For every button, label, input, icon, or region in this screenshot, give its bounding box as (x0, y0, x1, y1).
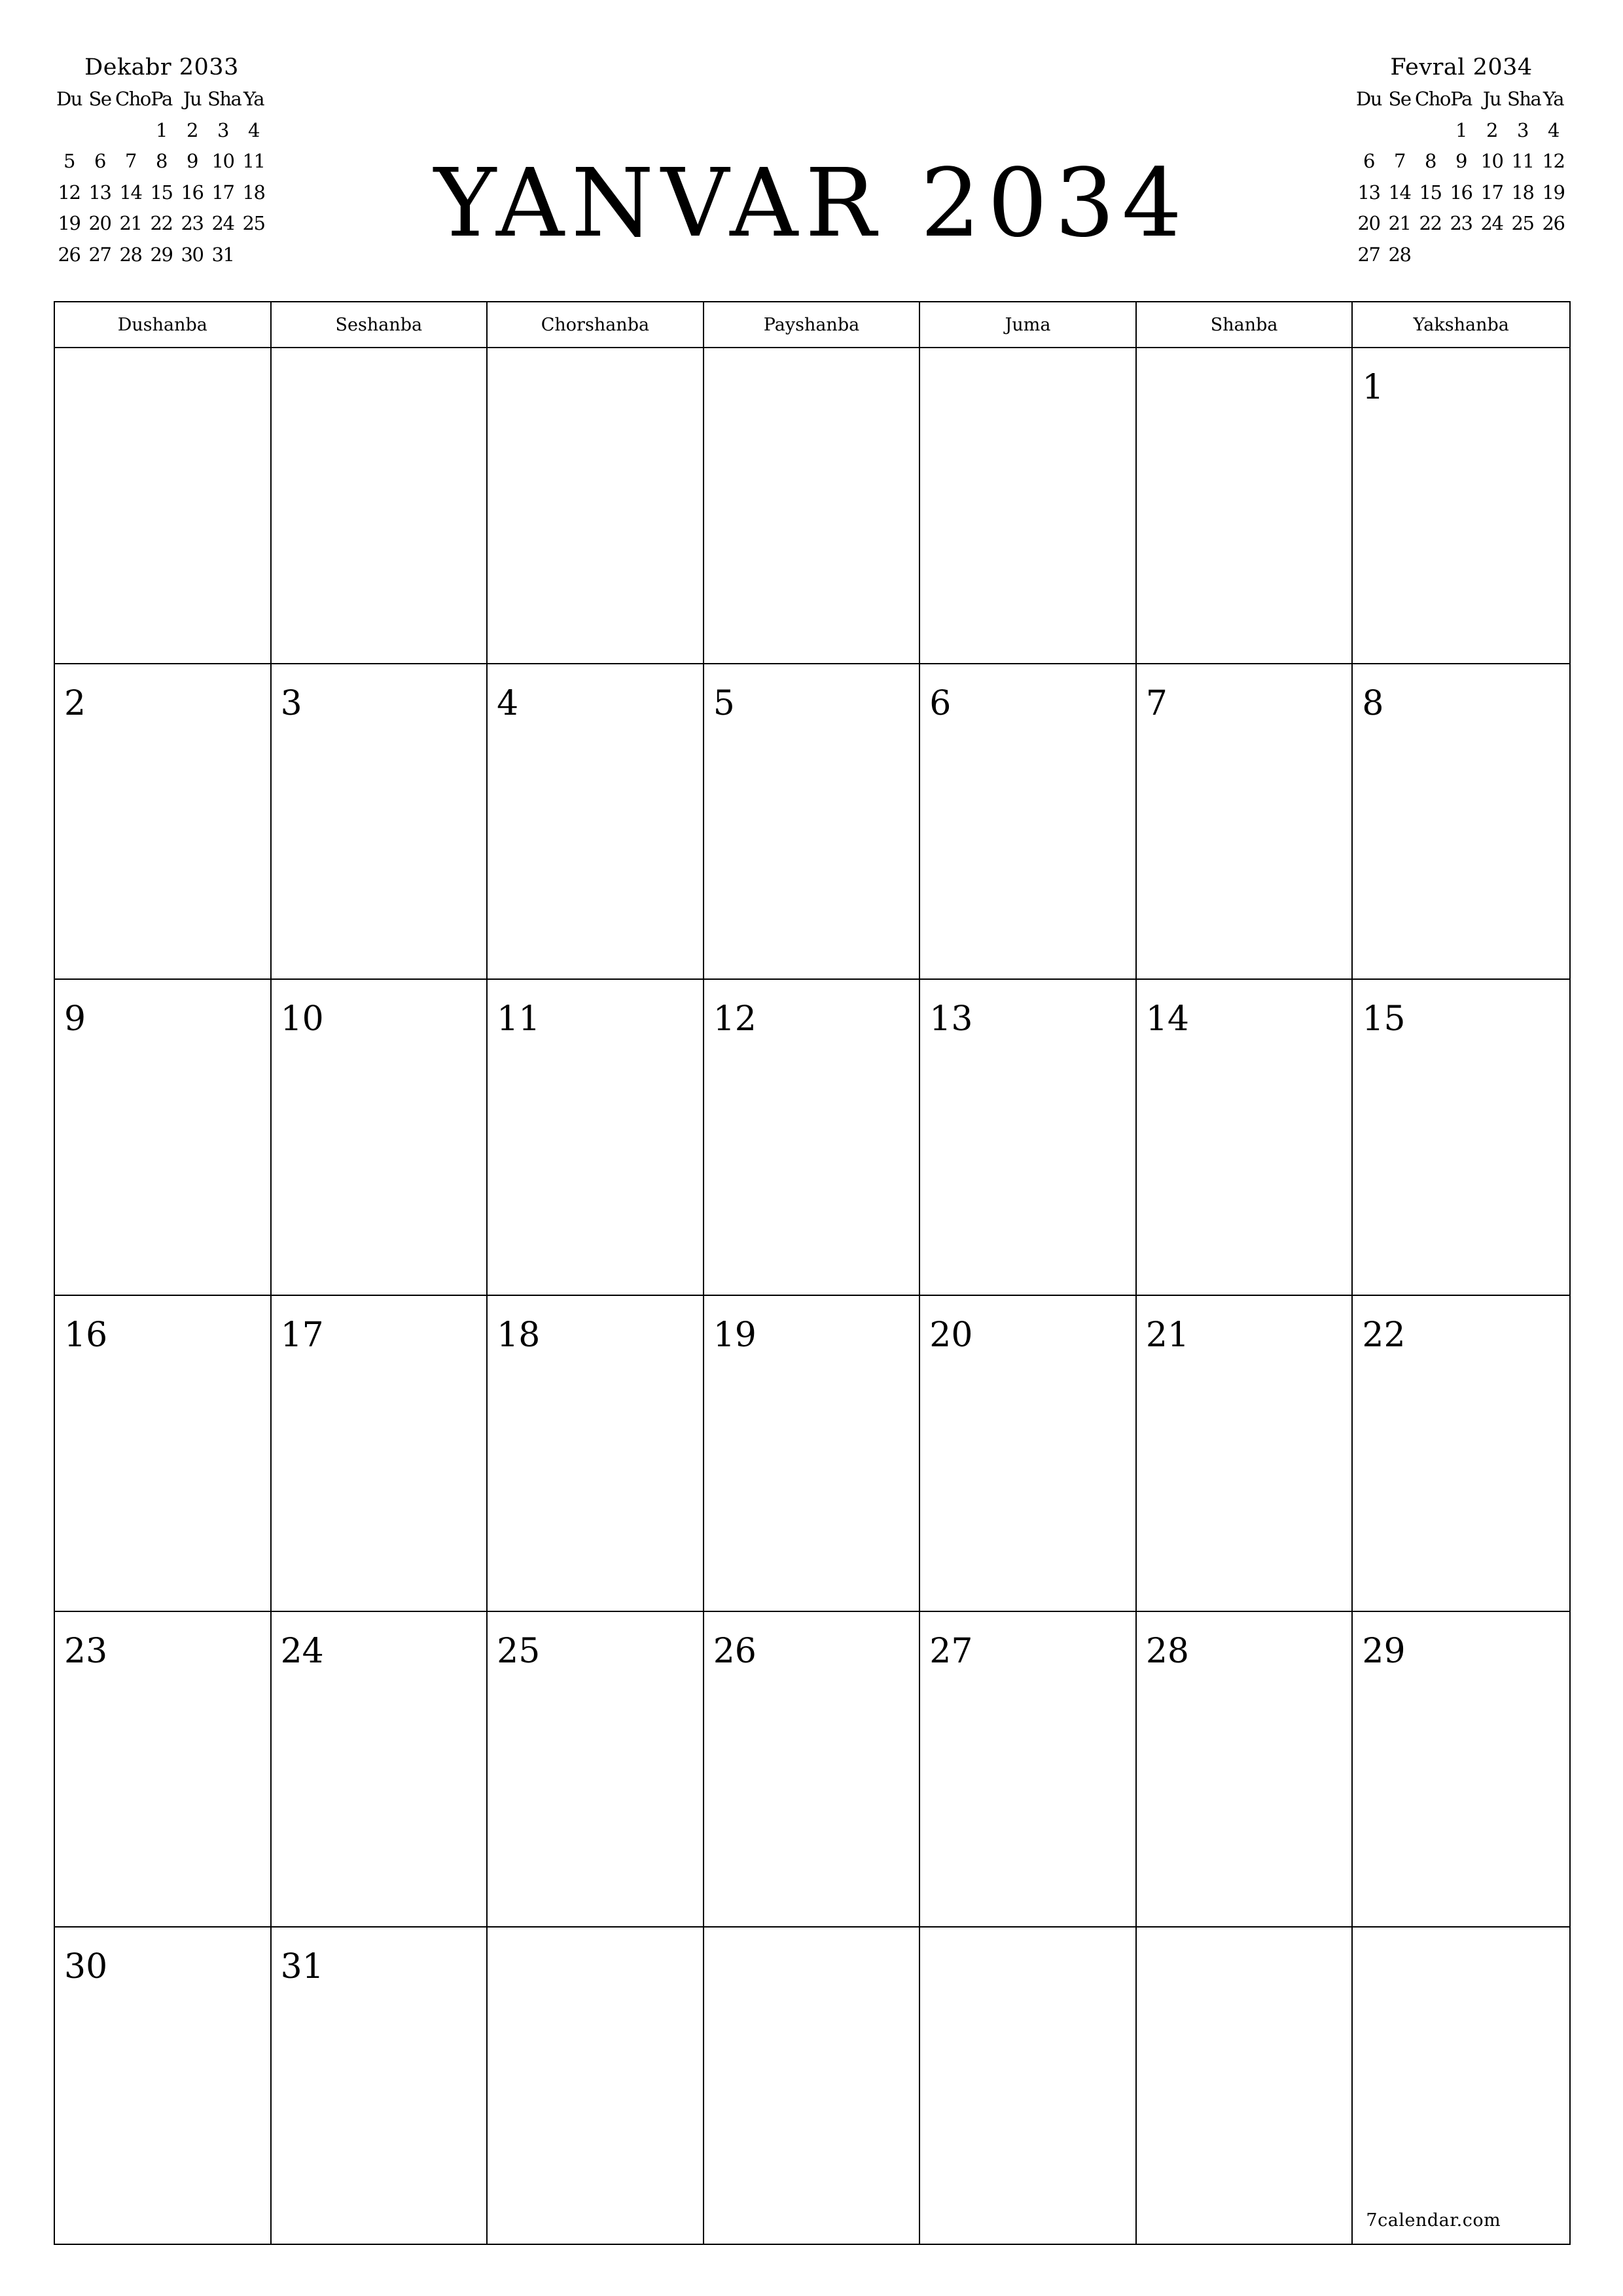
day-cell (1353, 348, 1569, 664)
mini-calendar-title: Dekabr 2033 (84, 54, 239, 81)
mini-weekday-label: Du (56, 88, 82, 110)
day-cell (1137, 980, 1353, 1296)
day-number: 4 (497, 683, 519, 723)
mini-day: 20 (88, 212, 111, 234)
mini-day: 8 (156, 150, 167, 172)
mini-day: 28 (119, 243, 142, 266)
mini-day (1384, 115, 1415, 147)
mini-day: 2 (1486, 118, 1497, 141)
day-number: 31 (280, 1947, 324, 1987)
day-cell (1353, 1296, 1569, 1612)
day-cell (272, 1612, 488, 1928)
day-cell (1353, 980, 1569, 1296)
day-number: 27 (929, 1631, 973, 1671)
mini-weekday-label: Se (88, 88, 111, 110)
mini-weekday-label: Ya (243, 88, 264, 110)
day-cell (488, 664, 704, 980)
weekday-header: Shanba (1137, 302, 1353, 348)
weekday-header: Juma (920, 302, 1137, 348)
mini-day: 10 (1480, 150, 1503, 172)
mini-day: 7 (1394, 150, 1405, 172)
mini-day (1446, 240, 1476, 271)
day-cell (1137, 1612, 1353, 1928)
mini-day: 15 (1419, 181, 1442, 204)
day-cell (704, 664, 921, 980)
mini-day: 7 (125, 150, 136, 172)
day-cell (704, 348, 921, 664)
day-cell (1137, 348, 1353, 664)
weekday-header: Dushanba (55, 302, 272, 348)
day-number: 17 (280, 1315, 324, 1355)
day-number: 23 (64, 1631, 108, 1671)
mini-calendar-next-month (1353, 51, 1569, 270)
mini-day: 16 (181, 181, 204, 204)
day-number: 11 (497, 999, 541, 1039)
day-number: 3 (280, 683, 302, 723)
day-cell (488, 348, 704, 664)
day-number: 7 (1145, 683, 1168, 723)
day-cell (1137, 664, 1353, 980)
mini-day: 19 (1542, 181, 1565, 204)
day-number: 2 (64, 683, 86, 723)
mini-weekday-label: Cho (115, 88, 151, 110)
mini-day: 13 (1357, 181, 1380, 204)
mini-day: 27 (88, 243, 111, 266)
mini-day: 1 (156, 118, 167, 141)
mini-day: 24 (211, 212, 234, 234)
mini-day: 21 (1388, 212, 1411, 234)
mini-day: 23 (1450, 212, 1472, 234)
day-cell (488, 1612, 704, 1928)
day-cell (55, 1928, 272, 2244)
mini-weekday-label: Sha (207, 88, 241, 110)
mini-weekday-label: Pa (151, 88, 172, 110)
day-cell (1353, 1928, 1569, 2244)
mini-day: 3 (217, 118, 228, 141)
day-cell (488, 1928, 704, 2244)
mini-day: 11 (242, 150, 265, 172)
mini-weekday-label: Cho (1415, 88, 1450, 110)
day-cell (704, 1612, 921, 1928)
day-cell (1353, 664, 1569, 980)
mini-day: 17 (1480, 181, 1503, 204)
day-cell (920, 980, 1137, 1296)
mini-day: 27 (1357, 243, 1380, 266)
mini-day: 23 (181, 212, 204, 234)
mini-day: 4 (248, 118, 259, 141)
day-number: 18 (497, 1315, 541, 1355)
credit-text: 7calendar.com (1366, 2210, 1501, 2231)
day-number: 15 (1362, 999, 1406, 1039)
mini-day (1476, 240, 1507, 271)
day-cell (272, 348, 488, 664)
mini-day: 25 (242, 212, 265, 234)
day-cell (55, 980, 272, 1296)
mini-day: 24 (1480, 212, 1503, 234)
mini-day: 22 (150, 212, 173, 234)
day-number: 13 (929, 999, 973, 1039)
day-number: 6 (929, 683, 952, 723)
mini-weekday-label: Se (1388, 88, 1411, 110)
day-number: 30 (64, 1947, 108, 1987)
mini-day: 1 (1455, 118, 1467, 141)
day-cell (488, 980, 704, 1296)
mini-weekday-label: Pa (1450, 88, 1472, 110)
mini-day (115, 115, 146, 147)
day-cell (920, 664, 1137, 980)
weekday-header: Yakshanba (1353, 302, 1569, 348)
mini-day: 21 (119, 212, 142, 234)
mini-day: 30 (181, 243, 204, 266)
day-cell (55, 664, 272, 980)
mini-day: 11 (1511, 150, 1534, 172)
mini-day: 13 (88, 181, 111, 204)
day-cell (55, 348, 272, 664)
weekday-header: Seshanba (272, 302, 488, 348)
mini-day: 18 (1511, 181, 1534, 204)
mini-day: 29 (150, 243, 173, 266)
mini-day: 20 (1357, 212, 1380, 234)
mini-day: 6 (94, 150, 105, 172)
month-grid (54, 301, 1571, 2245)
mini-day: 3 (1517, 118, 1528, 141)
day-number: 9 (64, 999, 86, 1039)
mini-day (1415, 240, 1446, 271)
page-title: YANVAR 2034 (434, 148, 1189, 258)
weekday-header: Payshanba (704, 302, 921, 348)
day-cell (704, 980, 921, 1296)
day-number: 5 (713, 683, 735, 723)
day-number: 1 (1362, 368, 1384, 407)
mini-day: 10 (211, 150, 234, 172)
mini-day: 12 (58, 181, 80, 204)
day-cell (920, 348, 1137, 664)
mini-weekday-label: Du (1356, 88, 1382, 110)
mini-day: 4 (1548, 118, 1559, 141)
day-cell (55, 1612, 272, 1928)
day-number: 29 (1362, 1631, 1406, 1671)
mini-day (84, 115, 115, 147)
mini-weekday-label: Ya (1543, 88, 1564, 110)
mini-weekday-label: Sha (1507, 88, 1541, 110)
day-number: 28 (1145, 1631, 1190, 1671)
mini-day: 9 (1455, 150, 1467, 172)
mini-calendar-title: Fevral 2034 (1390, 54, 1533, 81)
mini-day (1415, 115, 1446, 147)
mini-day (1353, 115, 1384, 147)
day-cell (920, 1296, 1137, 1612)
mini-day (1507, 240, 1538, 271)
mini-day: 15 (150, 181, 173, 204)
day-cell (704, 1928, 921, 2244)
mini-day: 2 (187, 118, 198, 141)
day-cell (272, 1296, 488, 1612)
day-number: 10 (280, 999, 324, 1039)
day-cell (488, 1296, 704, 1612)
day-number: 24 (280, 1631, 324, 1671)
mini-day: 26 (1542, 212, 1565, 234)
day-cell (272, 1928, 488, 2244)
mini-weekday-label: Ju (183, 88, 202, 110)
mini-day (1538, 240, 1569, 271)
mini-day: 14 (1388, 181, 1411, 204)
day-number: 25 (497, 1631, 541, 1671)
mini-day (54, 115, 84, 147)
day-number: 19 (713, 1315, 757, 1355)
day-number: 26 (713, 1631, 757, 1671)
day-cell (1137, 1928, 1353, 2244)
mini-day: 5 (63, 150, 75, 172)
mini-day: 6 (1363, 150, 1374, 172)
mini-day: 17 (211, 181, 234, 204)
day-cell (272, 980, 488, 1296)
day-number: 22 (1362, 1315, 1406, 1355)
day-cell (1353, 1612, 1569, 1928)
mini-day: 16 (1450, 181, 1472, 204)
day-number: 14 (1145, 999, 1190, 1039)
day-cell (920, 1928, 1137, 2244)
mini-day: 12 (1542, 150, 1565, 172)
mini-day: 28 (1388, 243, 1411, 266)
mini-day: 14 (119, 181, 142, 204)
day-cell (1137, 1296, 1353, 1612)
mini-day: 9 (187, 150, 198, 172)
mini-day: 22 (1419, 212, 1442, 234)
mini-weekday-label: Ju (1482, 88, 1501, 110)
mini-day: 19 (58, 212, 80, 234)
weekday-header: Chorshanba (488, 302, 704, 348)
day-number: 20 (929, 1315, 973, 1355)
mini-day: 26 (58, 243, 80, 266)
day-number: 8 (1362, 683, 1384, 723)
day-cell (55, 1296, 272, 1612)
day-cell (704, 1296, 921, 1612)
day-cell (272, 664, 488, 980)
mini-calendar-grid (1353, 84, 1569, 270)
mini-day: 8 (1425, 150, 1436, 172)
day-number: 21 (1145, 1315, 1190, 1355)
day-number: 16 (64, 1315, 108, 1355)
mini-day: 31 (211, 243, 234, 266)
mini-day: 18 (242, 181, 265, 204)
day-cell (920, 1612, 1137, 1928)
day-number: 12 (713, 999, 757, 1039)
mini-day: 25 (1511, 212, 1534, 234)
